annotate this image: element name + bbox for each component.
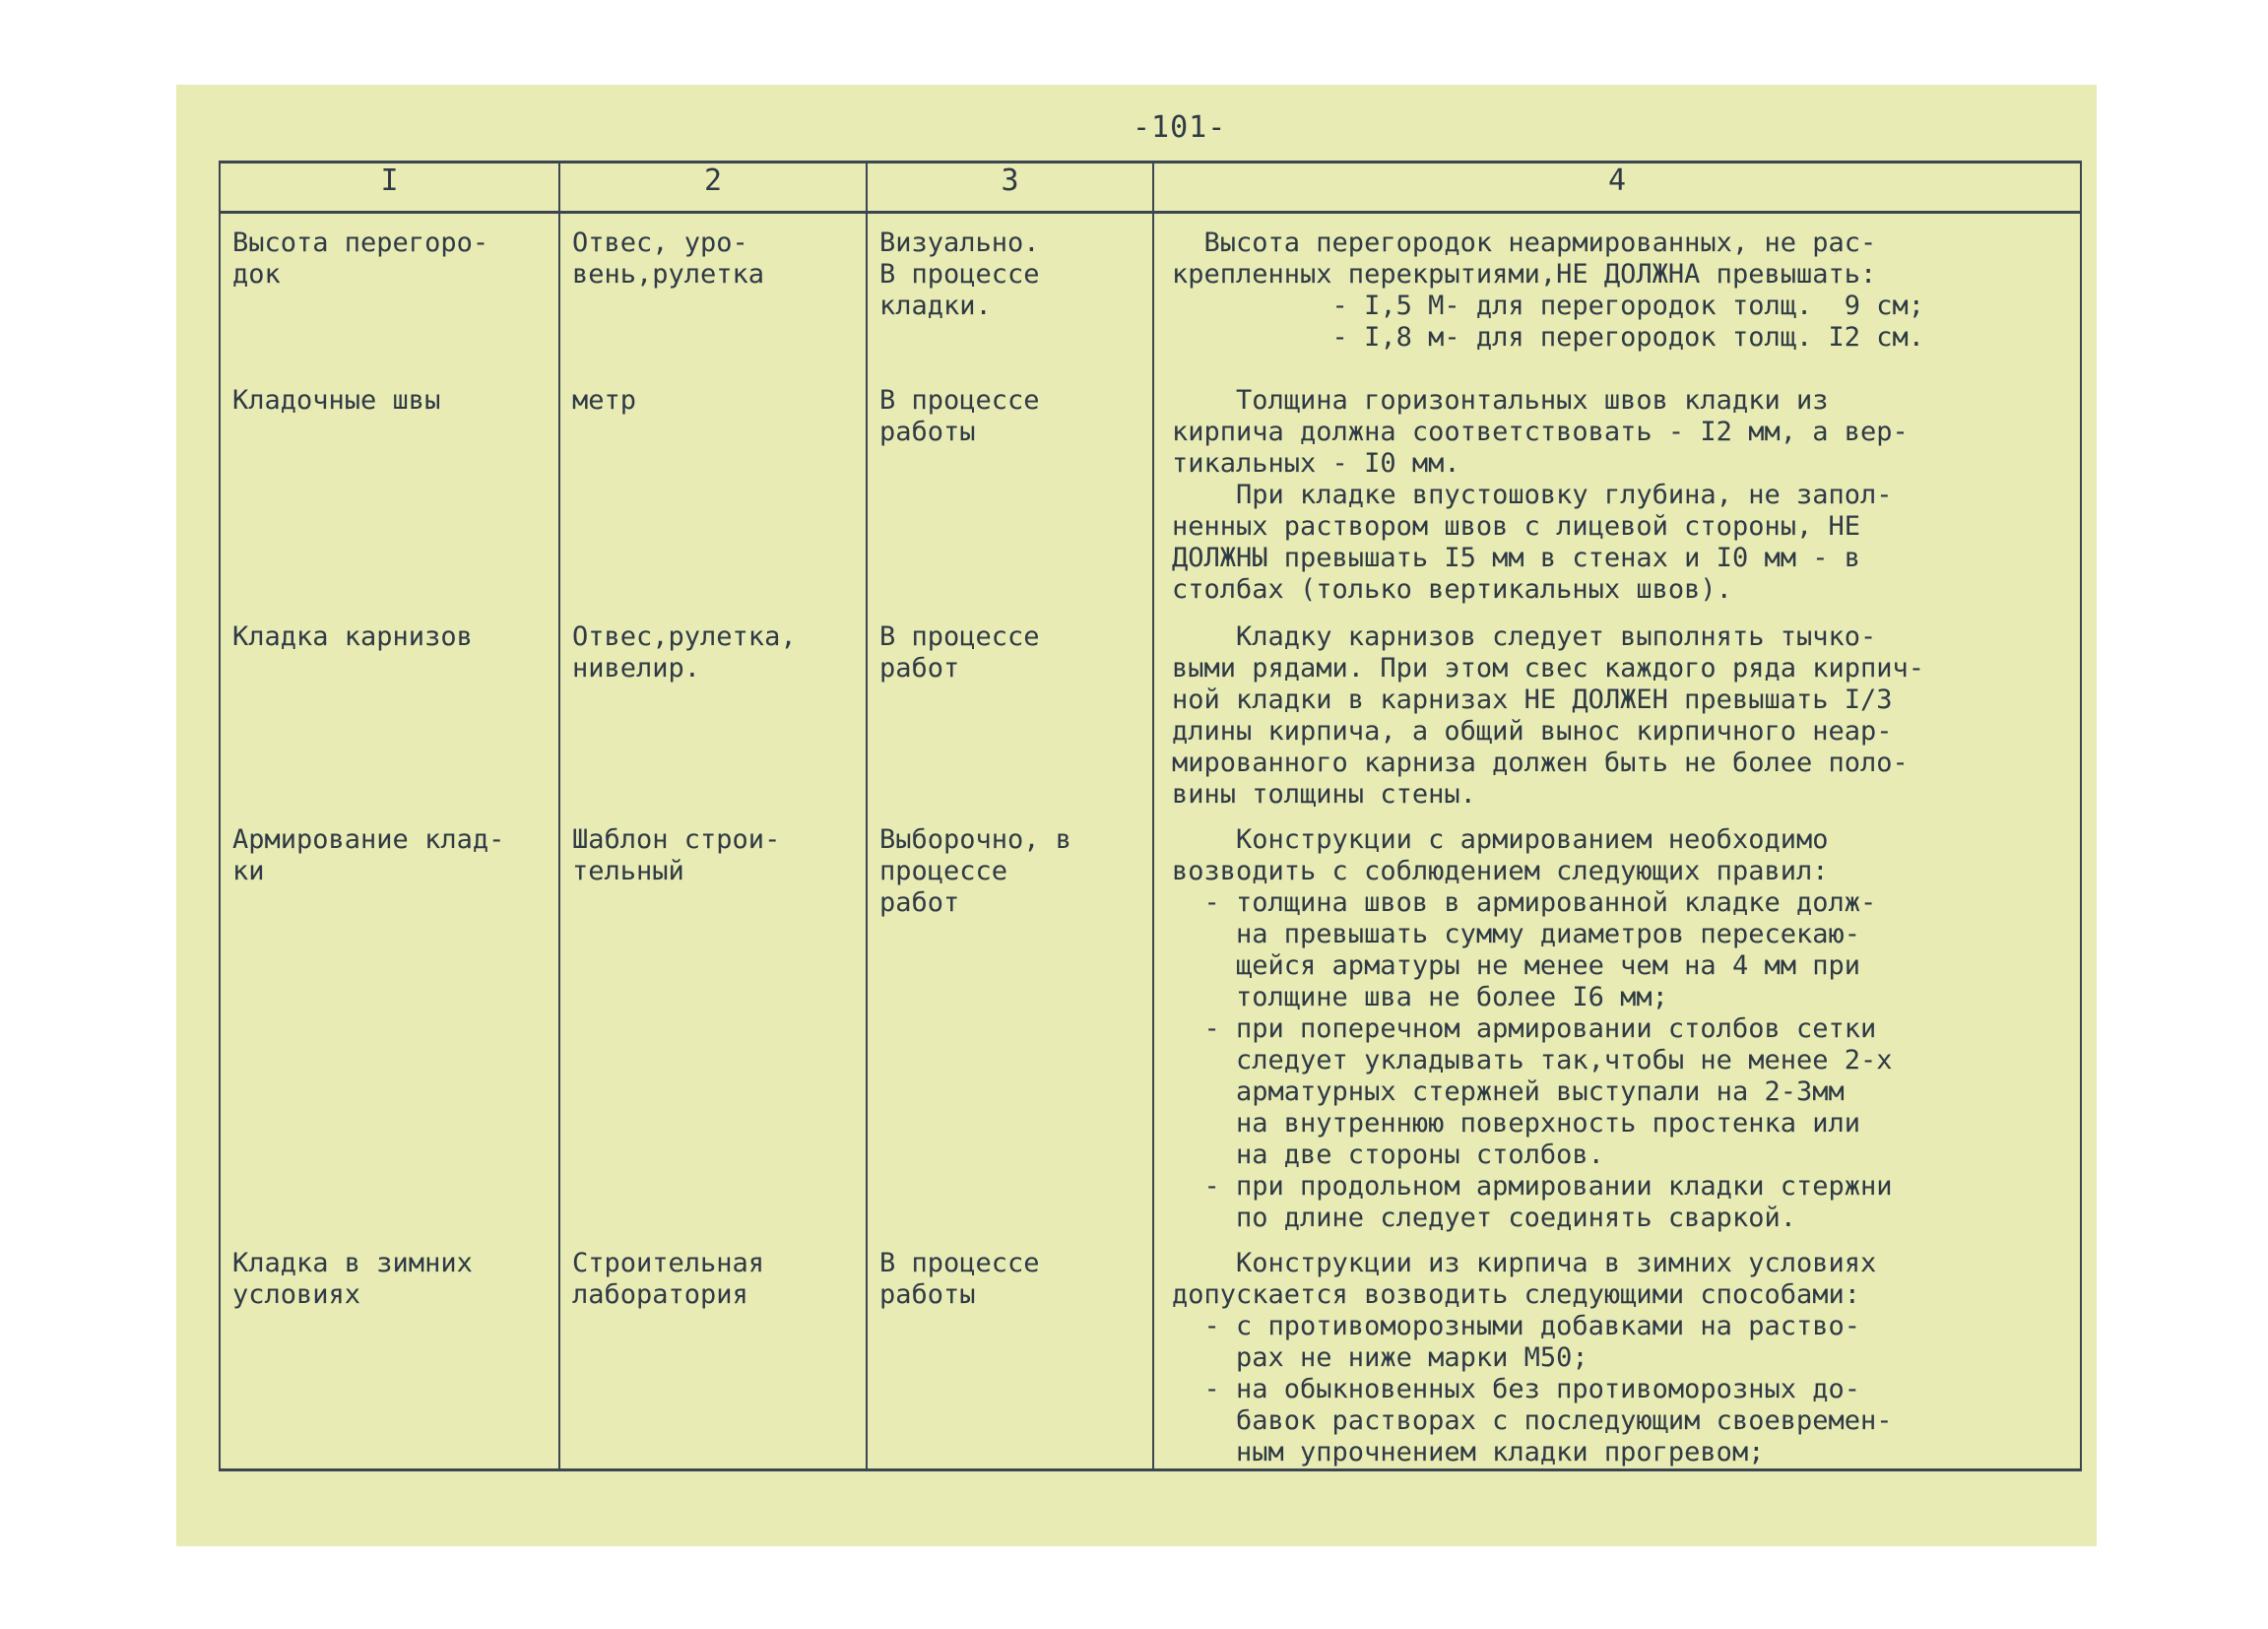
instrument-cell xyxy=(559,213,867,372)
operation-text: Кладка в зимних условиях xyxy=(232,1248,473,1310)
instrument-cell xyxy=(559,371,867,608)
requirement-cell xyxy=(1153,608,2081,811)
instrument-text: метр xyxy=(572,385,637,416)
column-header-4: 4 xyxy=(1153,163,2081,213)
control-method-cell xyxy=(867,213,1153,372)
instrument-text: Строительная лаборатория xyxy=(572,1248,765,1310)
table-row xyxy=(220,371,2081,608)
requirement-text: Толщина горизонтальных швов кладки из кирпича должна соответствовать - I2 мм, а вер- тикальных - I0 мм. При кладке впустошовку глубина, не запол- ненных раствором швов с лицевой стороны, НЕ ДОЛЖНЫ превышать I5 мм в стенах и I0 мм - в столбах (только вертикальных швов). xyxy=(1172,385,1909,605)
column-header-1: I xyxy=(220,163,559,213)
control-method-text: Выборочно, в процессе работ xyxy=(879,824,1072,918)
instrument-text: Отвес,рулетка, нивелир. xyxy=(572,621,797,684)
column-header-3: 3 xyxy=(867,163,1153,213)
operation-text: Кладочные швы xyxy=(232,385,441,416)
table-row xyxy=(220,213,2081,372)
control-method-text: В процессе работы xyxy=(879,1248,1040,1310)
control-method-cell xyxy=(867,1234,1153,1470)
operation-text: Кладка карнизов xyxy=(232,621,473,652)
control-method-text: В процессе работы xyxy=(879,385,1040,447)
control-method-cell xyxy=(867,608,1153,811)
inspection-table xyxy=(219,161,2082,1471)
instrument-cell xyxy=(559,811,867,1234)
operation-cell xyxy=(220,213,559,372)
instrument-text: Шаблон строи- тельный xyxy=(572,824,781,886)
table-header-row xyxy=(220,163,2081,213)
requirement-cell xyxy=(1153,213,2081,372)
control-method-text: Визуально. В процессе кладки. xyxy=(879,228,1040,321)
operation-cell xyxy=(220,1234,559,1470)
requirement-cell xyxy=(1153,1234,2081,1470)
instrument-text: Отвес, уро- вень,рулетка xyxy=(572,228,765,290)
control-method-cell xyxy=(867,371,1153,608)
operation-text: Армирование клад- ки xyxy=(232,824,505,886)
operation-cell xyxy=(220,371,559,608)
operation-cell xyxy=(220,811,559,1234)
requirement-text: Кладку карнизов следует выполнять тычко- выми рядами. При этом свес каждого ряда кирпич- ной кладки в карнизах НЕ ДОЛЖЕН превышать I/3 длины кирпича, а общий вынос кирпичного неар- мированного карниза должен быть не более поло- вины толщины стены. xyxy=(1172,621,1925,810)
instrument-cell xyxy=(559,1234,867,1470)
instrument-cell xyxy=(559,608,867,811)
requirement-cell xyxy=(1153,811,2081,1234)
table-row xyxy=(220,811,2081,1234)
control-method-text: В процессе работ xyxy=(879,621,1040,684)
requirement-text: Конструкции из кирпича в зимних условиях допускается возводить следующими способами: - с противоморозными добавками на раство- рах не ниже марки М50; - на обыкновенных без противоморозных до- бавок растворах с последующим своевремен- ным упрочнением кладки прогревом; xyxy=(1172,1248,1893,1467)
control-method-cell xyxy=(867,811,1153,1234)
page-number: -101- xyxy=(1133,110,1227,145)
operation-text: Высота перегоро- док xyxy=(232,228,489,290)
table-row xyxy=(220,608,2081,811)
requirement-cell xyxy=(1153,371,2081,608)
table-row xyxy=(220,1234,2081,1470)
operation-cell xyxy=(220,608,559,811)
column-header-2: 2 xyxy=(559,163,867,213)
requirement-text: Конструкции с армированием необходимо возводить с соблюдением следующих правил: - толщина швов в армированной кладке долж- на превышать сумму диаметров пересекаю- щейся арматуры не менее чем на 4 мм при толщине шва не более I6 мм; - при поперечном армировании столбов сетки следует укладывать так,чтобы не менее 2-х арматурных стержней выступали на 2-3мм на внутреннюю поверхность простенка или на две стороны столбов. - при продольном армировании кладки стержни по длине следует соединять сваркой. xyxy=(1172,824,1893,1233)
requirement-text: Высота перегородок неармированных, не рас- крепленных перекрытиями,НЕ ДОЛЖНА превышать: - I,5 М- для перегородок толщ. 9 см; - I,8 м- для перегородок толщ. I2 см. xyxy=(1172,228,1925,353)
